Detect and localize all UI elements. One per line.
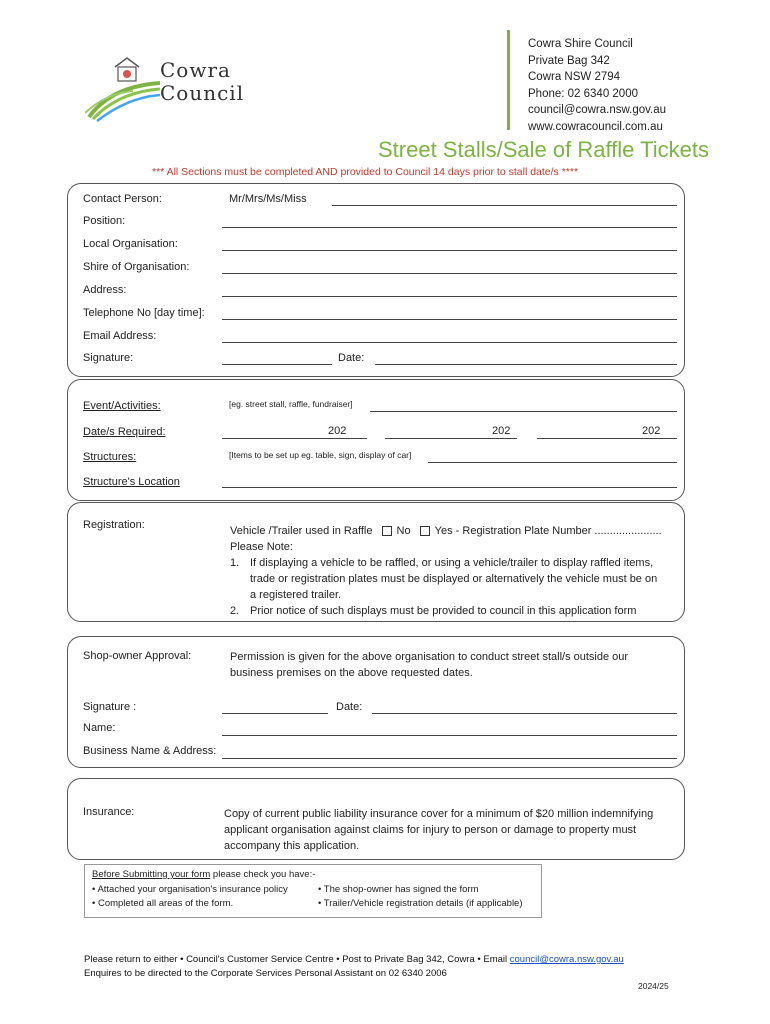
logo-line-2: Council [160, 81, 245, 105]
address-email: council@cowra.nsw.gov.au [528, 104, 667, 116]
council-address [528, 36, 666, 135]
date-year-1: 202 [328, 425, 347, 437]
note-1-line: If displaying a vehicle to be raffled, or using a vehicle/trailer to display raffled items, [250, 557, 654, 569]
structures-field[interactable] [428, 462, 677, 463]
enquiries-text: Enquires to be directed to the Corporate Services Personal Assistant on 02 6340 2006 [84, 968, 447, 979]
logo-line-1: Cowra [160, 58, 231, 82]
return-instructions: Please return to either • Council's Customer Service Centre • Post to Private Bag 342, Cowra • Email [84, 954, 510, 965]
structures-label: Structures: [83, 451, 137, 463]
email-label: Email Address: [83, 330, 157, 342]
council-logo [85, 55, 250, 125]
permission-text-line: Permission is given for the above organisation to conduct street stall/s outside our [230, 651, 629, 663]
note-1-line: trade or registration plates must be displayed or alternatively the vehicle must be on [250, 573, 658, 585]
checklist-item: • Trailer/Vehicle registration details (if applicable) [318, 898, 523, 909]
checklist-item: • Completed all areas of the form. [92, 898, 234, 909]
address-website: www.cowracouncil.com.au [528, 120, 663, 133]
vehicle-question: Vehicle /Trailer used in Raffle [230, 525, 373, 537]
date-field-2[interactable] [385, 438, 517, 439]
local-organisation-field[interactable] [222, 250, 677, 251]
shop-date-field[interactable] [372, 713, 677, 714]
date-field[interactable] [375, 364, 677, 365]
address-line: Cowra NSW 2794 [528, 71, 621, 83]
email-field[interactable] [222, 342, 677, 343]
no-option-label: No [396, 525, 411, 537]
contact-section [67, 183, 685, 377]
shire-field[interactable] [222, 273, 677, 274]
form-version: 2024/25 [638, 981, 669, 991]
yes-option-label: Yes - Registration Plate Number ...................... [434, 525, 662, 537]
location-label: Structure's Location [83, 476, 180, 488]
warning-note: *** All Sections must be completed AND provided to Council 14 days prior to stall date/s **** [152, 166, 579, 178]
no-checkbox[interactable] [382, 526, 392, 536]
checklist-intro-rest: please check you have:- [210, 869, 316, 880]
header-divider [507, 30, 510, 130]
logo-name [160, 59, 244, 105]
shop-name-field[interactable] [222, 735, 677, 736]
structures-hint: [Items to be set up eg. table, sign, display of car] [229, 450, 412, 460]
activities-label: Event/Activities: [83, 400, 161, 412]
activities-hint: [eg. street stall, raffle, fundraiser] [229, 399, 353, 409]
signature-label: Signature: [83, 352, 134, 364]
date-field-3[interactable] [537, 438, 677, 439]
registration-label: Registration: [83, 519, 145, 531]
contact-person-field[interactable] [332, 205, 677, 206]
address-line: Cowra Shire Council [528, 38, 633, 50]
shire-label: Shire of Organisation: [83, 261, 190, 273]
yes-checkbox[interactable] [420, 526, 430, 536]
address-line: Private Bag 342 [528, 54, 610, 67]
shop-owner-label: Shop-owner Approval: [83, 650, 192, 662]
date-label: Date: [338, 352, 365, 364]
address-label: Address: [83, 284, 127, 296]
checklist-intro: Before Submitting your form [92, 869, 211, 880]
page-title: Street Stalls/Sale of Raffle Tickets [378, 137, 709, 162]
insurance-emphasis: must [612, 824, 637, 836]
address-field[interactable] [222, 296, 677, 297]
insurance-text-line: Copy of current public liability insurance cover for a minimum of $20 million indemnifying [224, 808, 654, 820]
note-number-2: 2. [230, 605, 240, 617]
insurance-label: Insurance: [83, 806, 135, 818]
local-organisation-label: Local Organisation: [83, 238, 178, 250]
title-options: Mr/Mrs/Ms/Miss [229, 193, 307, 205]
shop-date-label: Date: [336, 701, 363, 713]
signature-field[interactable] [222, 364, 332, 365]
position-field[interactable] [222, 227, 677, 228]
note-number-1: 1. [230, 557, 240, 569]
council-email-link[interactable]: council@cowra.nsw.gov.au [509, 954, 624, 965]
dates-label: Date/s Required: [83, 426, 166, 438]
shop-signature-field[interactable] [222, 713, 328, 714]
business-label: Business Name & Address: [83, 745, 217, 757]
checklist-item: • Attached your organisation's insurance policy [92, 884, 288, 895]
note-2-text: Prior notice of such displays must be provided to council in this application form [250, 605, 637, 617]
please-note-heading: Please Note: [230, 541, 293, 553]
checklist-item: • The shop-owner has signed the form [318, 884, 479, 895]
telephone-field[interactable] [222, 319, 677, 320]
shop-name-label: Name: [83, 722, 116, 734]
insurance-period: . [356, 840, 360, 852]
date-year-3: 202 [642, 425, 661, 437]
note-1-line: a registered trailer. [250, 589, 342, 601]
date-year-2: 202 [492, 425, 511, 437]
insurance-emphasis: accompany this application [224, 840, 357, 852]
logo-mark-icon [85, 55, 160, 125]
contact-person-label: Contact Person: [83, 193, 162, 205]
date-field-1[interactable] [222, 438, 367, 439]
shop-signature-label: Signature : [83, 701, 137, 713]
insurance-text-line: applicant organisation against claims for injury to person or damage to property [224, 824, 610, 836]
permission-text-line: business premises on the above requested dates. [230, 667, 473, 679]
business-field[interactable] [222, 758, 677, 759]
activities-field[interactable] [370, 411, 677, 412]
position-label: Position: [83, 215, 126, 227]
location-field[interactable] [222, 487, 677, 488]
address-phone: Phone: 02 6340 2000 [528, 87, 638, 100]
telephone-label: Telephone No [day time]: [83, 307, 205, 319]
